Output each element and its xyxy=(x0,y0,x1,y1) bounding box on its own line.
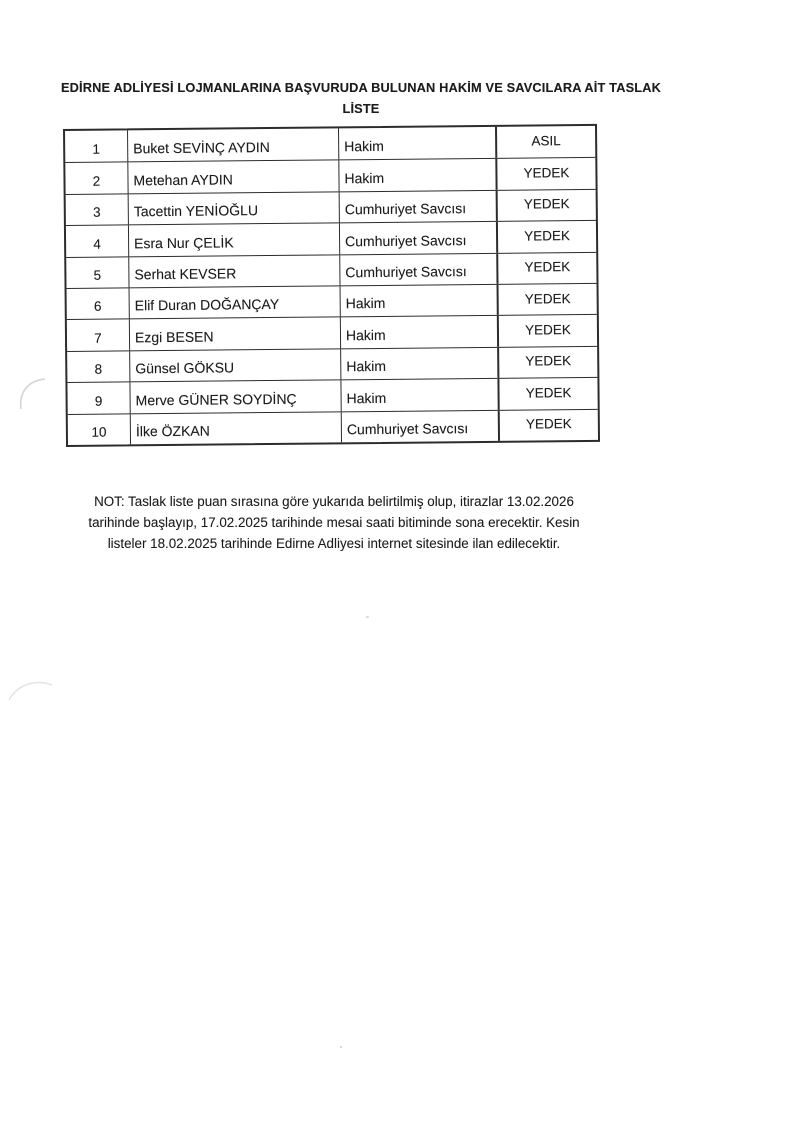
row-name: Buket SEVİNÇ AYDIN xyxy=(128,128,339,161)
note-line1: NOT: Taslak liste puan sırasına göre yukarıda belirtilmiş olup, itirazlar 13.02.2026 xyxy=(94,494,574,509)
row-status: ASIL xyxy=(531,133,561,149)
row-status: YEDEK xyxy=(523,165,570,181)
table-row xyxy=(65,126,595,162)
row-number: 9 xyxy=(67,382,130,413)
row-title: Cumhuriyet Savcısı xyxy=(340,191,498,223)
row-title: Cumhuriyet Savcısı xyxy=(342,410,500,442)
row-name: Serhat KEVSER xyxy=(129,255,340,287)
row-title: Cumhuriyet Savcısı xyxy=(340,222,498,254)
row-name: Günsel GÖKSU xyxy=(130,349,341,381)
row-title: Hakim xyxy=(341,285,499,317)
scan-speck-middle xyxy=(366,616,369,618)
row-title: Hakim xyxy=(341,316,499,348)
row-number: 2 xyxy=(65,163,128,194)
row-name: Esra Nur ÇELİK xyxy=(129,224,340,256)
row-status: YEDEK xyxy=(524,259,571,275)
row-name: Ezgi BESEN xyxy=(130,318,341,350)
row-number: 3 xyxy=(66,194,129,225)
table-row xyxy=(67,377,597,413)
scan-artifact-arc-bottom xyxy=(6,674,54,704)
row-number: 10 xyxy=(68,414,131,445)
row-status: YEDEK xyxy=(525,416,572,432)
row-status: YEDEK xyxy=(524,322,571,338)
page-title-line1: EDİRNE ADLİYESİ LOJMANLARINA BAŞVURUDA BULUNAN HAKİM VE SAVCILARA AİT TASLAK xyxy=(60,80,662,95)
page-title-line2: LİSTE xyxy=(342,101,380,116)
row-status: YEDEK xyxy=(525,384,572,401)
row-status: YEDEK xyxy=(524,290,571,307)
row-number: 5 xyxy=(66,257,129,288)
note-line3: listeler 18.02.2025 tarihinde Edirne Adliyesi internet sitesinde ilan edilecektir. xyxy=(107,536,561,551)
table-row xyxy=(66,251,596,287)
row-number: 8 xyxy=(67,351,130,382)
row-title: Hakim xyxy=(341,379,499,411)
table-row xyxy=(66,189,596,225)
note-paragraph xyxy=(72,491,596,554)
table-row xyxy=(67,283,597,319)
table-row xyxy=(66,220,596,256)
table-row xyxy=(67,314,597,350)
row-status: YEDEK xyxy=(525,353,572,369)
row-title: Cumhuriyet Savcısı xyxy=(340,253,498,285)
row-title: Hakim xyxy=(339,159,497,191)
applicant-table xyxy=(63,124,600,447)
row-status: YEDEK xyxy=(523,196,570,213)
row-name: Merve GÜNER SOYDİNÇ xyxy=(130,380,341,412)
note-line2: tarihinde başlayıp, 17.02.2025 tarihinde mesai saati bitiminde sona erecektir. Kesin xyxy=(88,515,580,530)
row-title: Hakim xyxy=(341,348,499,380)
row-status: YEDEK xyxy=(524,227,571,244)
table-body xyxy=(63,124,600,447)
row-name: Elif Duran DOĞANÇAY xyxy=(130,286,341,318)
row-number: 4 xyxy=(66,226,129,257)
scan-artifact-arc-top xyxy=(14,374,48,412)
row-number: 7 xyxy=(67,320,130,351)
row-title: Hakim xyxy=(339,127,497,160)
table-row xyxy=(67,346,597,382)
row-name: Metehan AYDIN xyxy=(128,161,339,193)
table-row xyxy=(65,157,595,193)
row-number: 1 xyxy=(65,130,128,162)
row-name: İlke ÖZKAN xyxy=(131,412,342,444)
table-row xyxy=(68,408,598,444)
row-number: 6 xyxy=(67,288,130,319)
page-title xyxy=(60,77,662,119)
row-name: Tacettin YENİOĞLU xyxy=(129,192,340,224)
scan-speck-bottom xyxy=(340,1046,342,1048)
